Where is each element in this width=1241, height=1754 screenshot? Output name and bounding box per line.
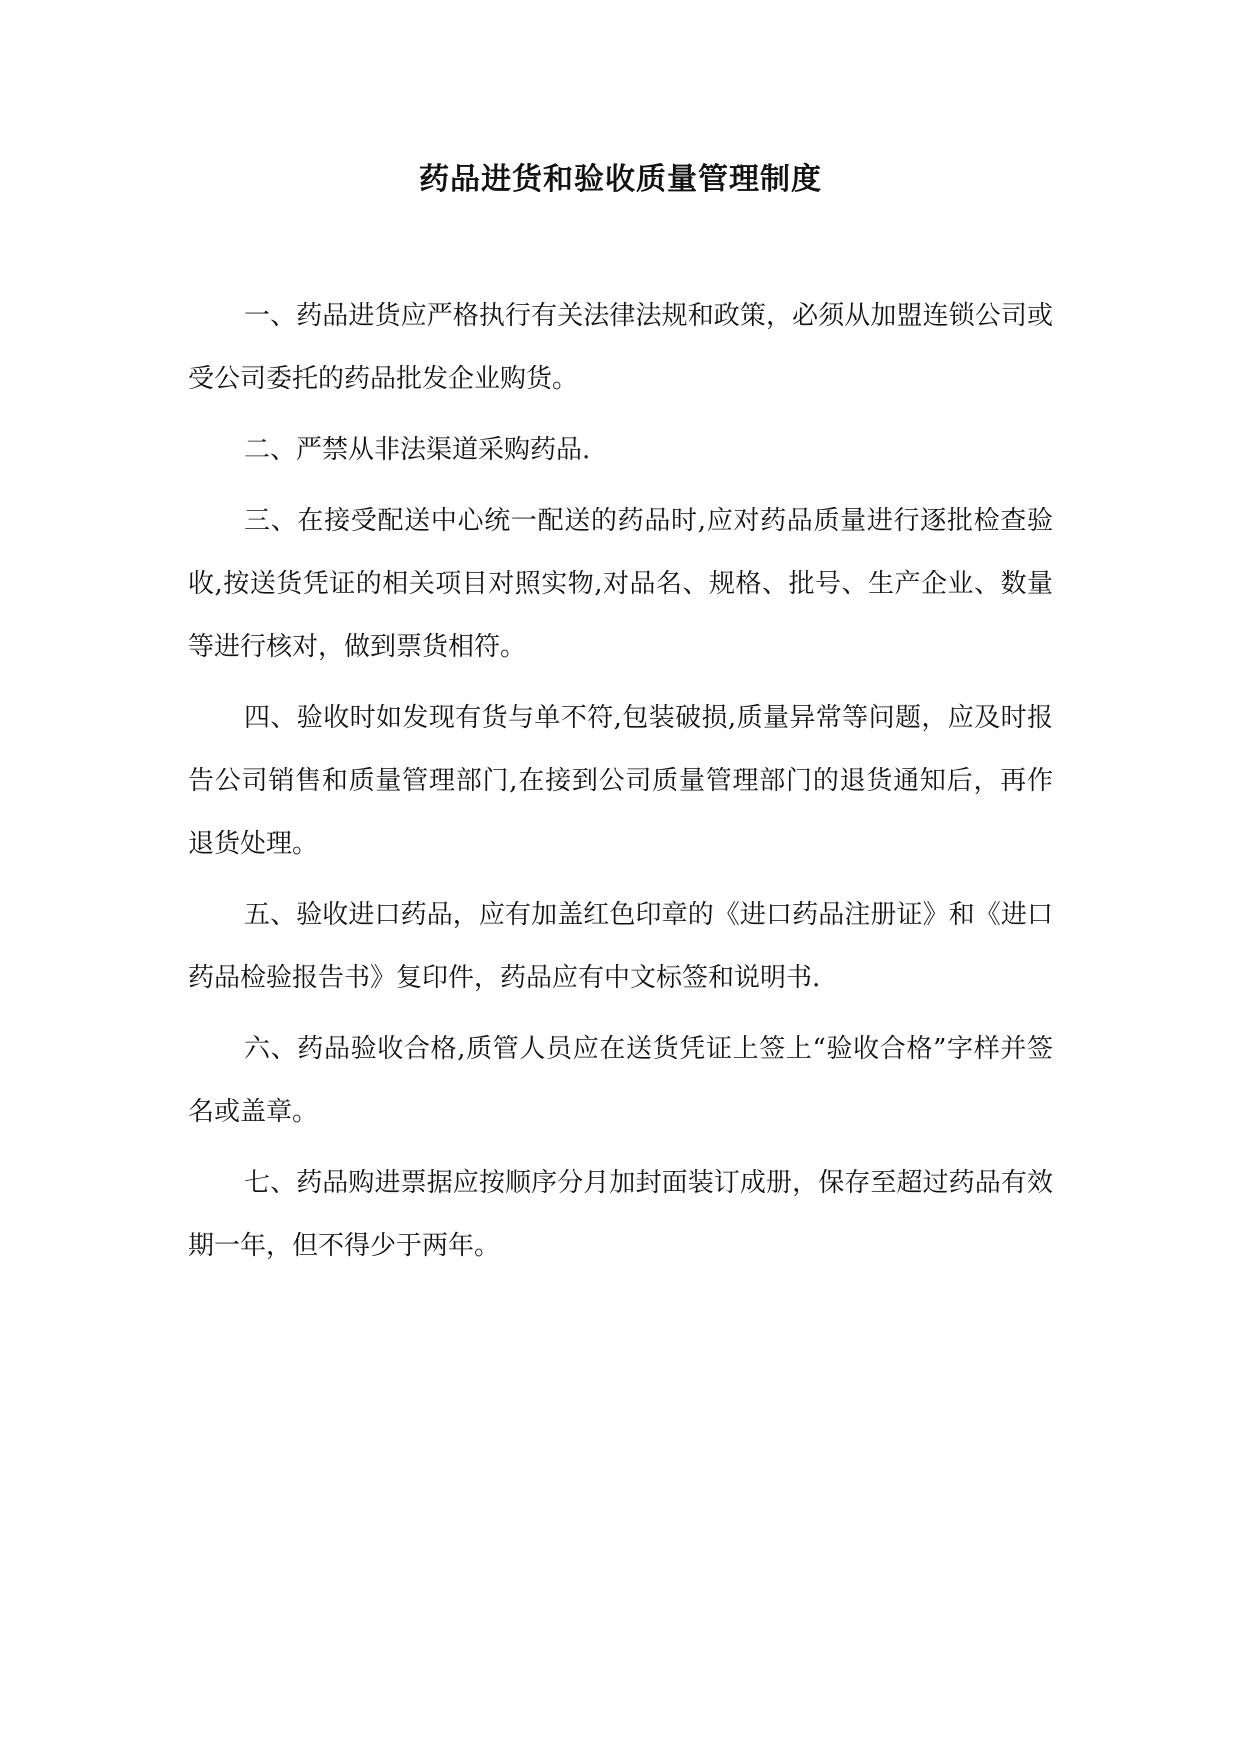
paragraph-1: 一、药品进货应严格执行有关法律法规和政策，必须从加盟连锁公司或受公司委托的药品批发企业购货。 [188,301,1053,394]
document-title: 药品进货和验收质量管理制度 [419,162,822,197]
paragraph-4: 四、验收时如发现有货与单不符,包装破损,质量异常等问题，应及时报告公司销售和质量管理部门,在接到公司质量管理部门的退货通知后，再作退货处理。 [188,703,1053,859]
paragraph-6: 六、药品验收合格,质管人员应在送货凭证上签上“验收合格”字样并签名或盖章。 [188,1034,1053,1127]
paragraph-2: 二、严禁从非法渠道采购药品. [244,435,591,465]
paragraph-7: 七、药品购进票据应按顺序分月加封面装订成册，保存至超过药品有效期一年，但不得少于两年。 [188,1168,1053,1261]
document-body [188,285,1053,1286]
paragraph-5: 五、验收进口药品，应有加盖红色印章的《进口药品注册证》和《进口药品检验报告书》复印件，药品应有中文标签和说明书. [188,900,1053,993]
paragraph-3: 三、在接受配送中心统一配送的药品时,应对药品质量进行逐批检查验收,按送货凭证的相关项目对照实物,对品名、规格、批号、生产企业、数量等进行核对，做到票货相符。 [188,506,1053,662]
